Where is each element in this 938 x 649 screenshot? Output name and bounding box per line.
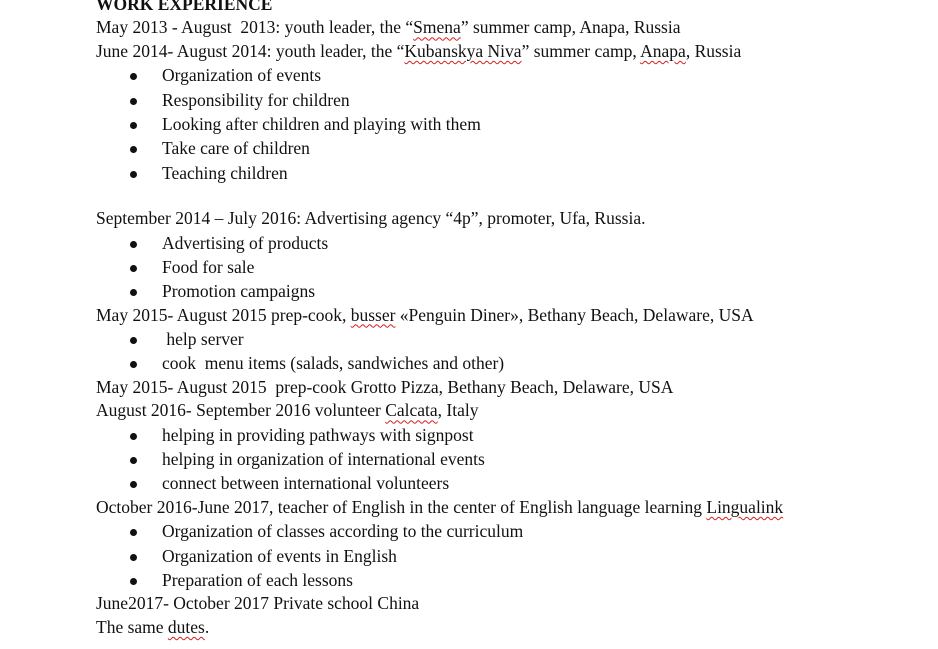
job-text: ” summer camp,	[521, 40, 641, 61]
job-text: October 2016-June 2017, teacher of English in the center of English language learning	[96, 496, 707, 517]
list-item-text: Organization of classes according to the curriculum	[162, 521, 524, 542]
list-item-text: Take care of children	[162, 138, 310, 159]
bullet-icon	[130, 122, 137, 129]
list-item	[96, 255, 926, 279]
job-advertising-agency: September 2014 – July 2016: Advertising agency “4p”, promoter, Ufa, Russia.	[96, 208, 646, 229]
list-item-text: Food for sale	[162, 256, 255, 277]
list-item	[96, 279, 926, 303]
list-item	[96, 63, 926, 87]
resume-work-experience	[96, 0, 926, 639]
job-lingualink-teacher	[96, 496, 926, 519]
job-dates-text: June 2014- August 2014: youth leader, the “	[96, 40, 405, 61]
spellcheck-word: Kubanskya Niva	[404, 40, 522, 61]
closing-text: The same	[96, 616, 168, 637]
section-heading: WORK EXPERIENCE	[96, 0, 273, 14]
closing-text: .	[204, 616, 210, 637]
job-text: May 2015- August 2015 prep-cook,	[96, 304, 351, 325]
bullet-icon	[130, 578, 137, 585]
job-dates-text: May 2013 - August 2013: youth leader, the “	[96, 17, 414, 38]
list-item-text: Responsibility for children	[162, 89, 350, 110]
list-item-text: Promotion campaigns	[162, 281, 316, 302]
bullet-icon	[130, 289, 137, 296]
list-item-text: cook menu items (salads, sandwiches and other)	[162, 353, 505, 374]
list-item	[96, 88, 926, 112]
bullet-icon	[130, 457, 137, 464]
list-item-text: Organization of events	[162, 65, 322, 86]
job-text: , Russia	[685, 40, 742, 61]
bullet-icon	[130, 146, 137, 153]
list-item	[96, 447, 926, 471]
list-item	[96, 351, 926, 375]
list-item	[96, 161, 926, 185]
list-item-text: Preparation of each lessons	[162, 569, 353, 590]
list-item	[96, 471, 926, 495]
closing-line	[96, 616, 926, 639]
bullet-icon	[130, 337, 137, 344]
job-text: August 2016- September 2016 volunteer	[96, 400, 386, 421]
list-item-text: help server	[162, 329, 244, 350]
list-item	[96, 112, 926, 136]
bullet-icon	[130, 265, 137, 272]
job-text: «Penguin Diner», Bethany Beach, Delaware, USA	[395, 304, 754, 325]
list-item-text: Organization of events in English	[162, 545, 397, 566]
bullet-icon	[130, 361, 137, 368]
job-location-text: ” summer camp, Anapa, Russia	[460, 17, 681, 38]
job-smena-camp	[96, 16, 926, 39]
spellcheck-word: busser	[350, 304, 396, 325]
list-item	[96, 327, 926, 351]
spellcheck-word: Smena	[413, 17, 461, 38]
bullet-icon	[130, 433, 137, 440]
spellcheck-word: Calcata	[385, 400, 438, 421]
list-item-text: Advertising of products	[162, 232, 329, 253]
list-item-text: helping in organization of international events	[162, 449, 485, 470]
spellcheck-word: Anapa	[640, 40, 686, 61]
blank-line	[96, 185, 926, 207]
bullet-icon	[130, 554, 137, 561]
bullet-icon	[130, 529, 137, 536]
job-calcata-volunteer	[96, 399, 926, 422]
list-item	[96, 544, 926, 568]
list-item-text: helping in providing pathways with signpost	[162, 424, 474, 445]
bullet-icon	[130, 171, 137, 178]
bullet-icon	[130, 73, 137, 80]
bullet-icon	[130, 481, 137, 488]
job-text: , Italy	[437, 400, 479, 421]
bullet-icon	[130, 98, 137, 105]
list-item	[96, 519, 926, 543]
list-item	[96, 231, 926, 255]
list-item-text: Teaching children	[162, 162, 288, 183]
job-penguin-diner	[96, 304, 926, 327]
list-item	[96, 568, 926, 592]
job-private-school-china: June2017- October 2017 Private school China	[96, 593, 420, 614]
job-grotto-pizza: May 2015- August 2015 prep-cook Grotto Pizza, Bethany Beach, Delaware, USA	[96, 376, 674, 397]
spellcheck-word: Lingualink	[706, 496, 784, 517]
list-item	[96, 136, 926, 160]
list-item-text: Looking after children and playing with them	[162, 113, 481, 134]
list-item-text: connect between international volunteers	[162, 473, 450, 494]
bullet-icon	[130, 241, 137, 248]
list-item	[96, 423, 926, 447]
job-kubanskya-niva-camp	[96, 40, 926, 63]
spellcheck-word: dutes	[167, 616, 205, 637]
